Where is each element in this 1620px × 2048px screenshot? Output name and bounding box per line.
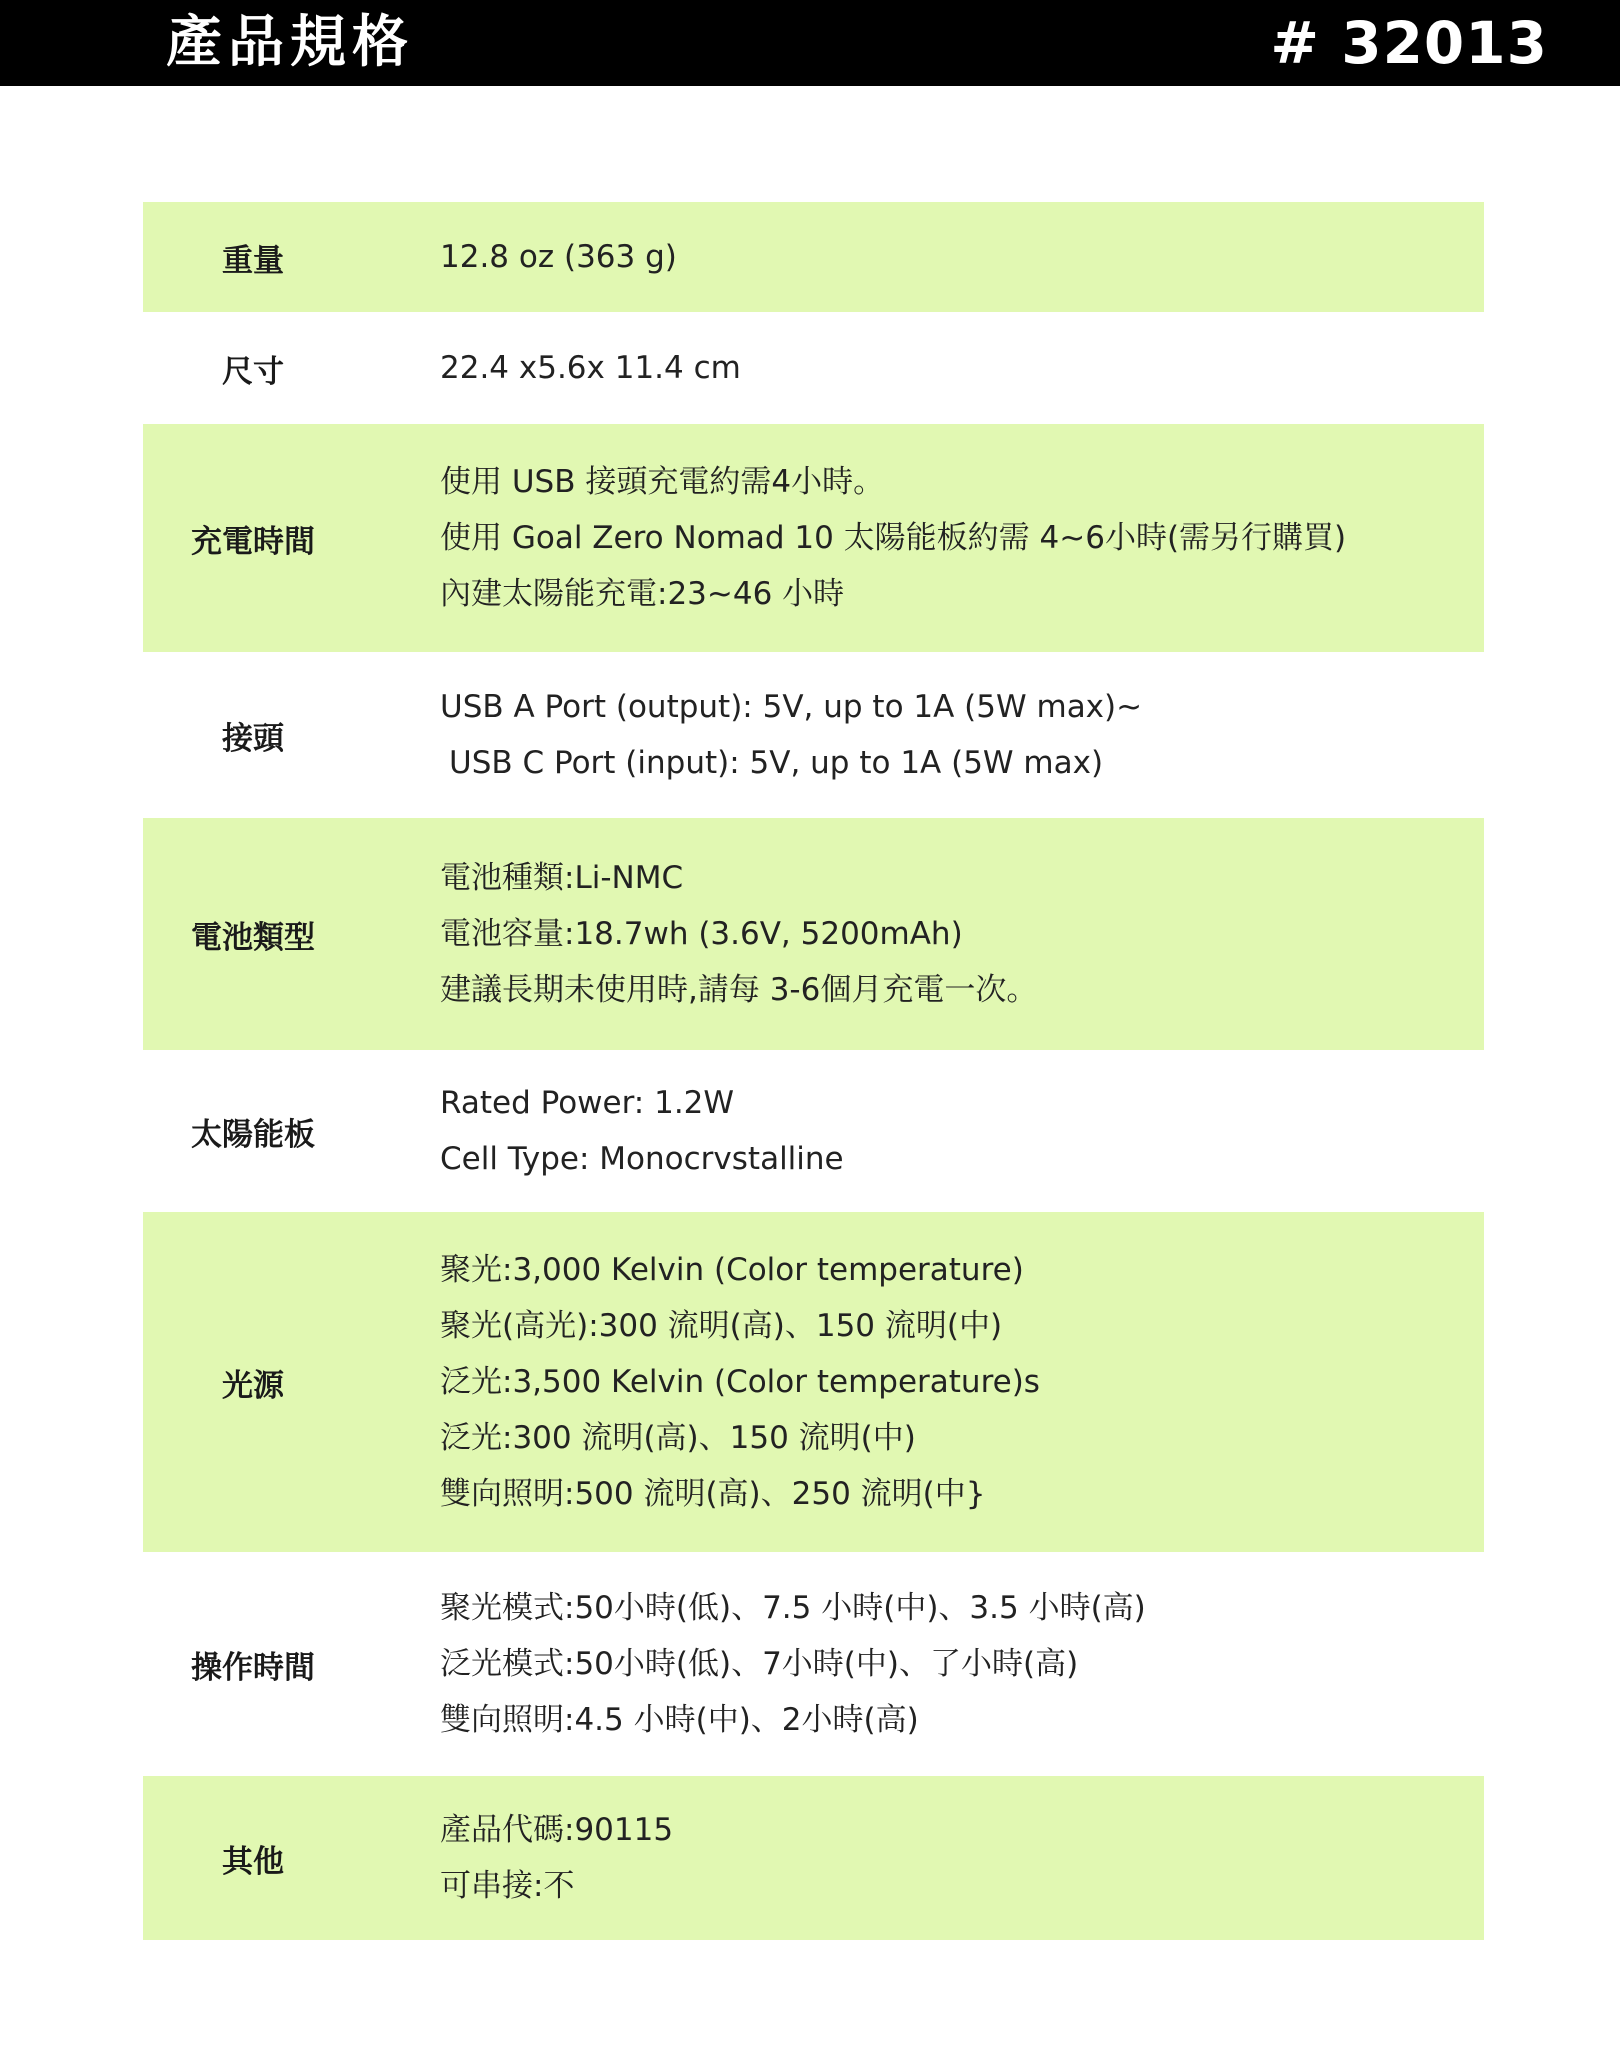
spec-row xyxy=(143,202,1484,312)
spec-values xyxy=(440,1802,673,1914)
spec-value-line: 聚光(高光):300 流明(高)、150 流明(中) xyxy=(440,1308,1003,1344)
spec-value-line: 內建太陽能充電:23~46 小時 xyxy=(440,576,845,612)
spec-row xyxy=(143,424,1484,652)
spec-values xyxy=(440,229,677,285)
spec-table xyxy=(143,202,1484,1940)
spec-label: 接頭 xyxy=(222,720,284,757)
spec-label: 光源 xyxy=(222,1367,284,1404)
spec-row xyxy=(143,1776,1484,1940)
spec-values xyxy=(440,454,1346,622)
spec-label: 尺寸 xyxy=(222,353,284,390)
product-code: # 32013 xyxy=(1270,9,1548,77)
spec-values xyxy=(440,1075,844,1187)
spec-value-line: 使用 Goal Zero Nomad 10 太陽能板約需 4~6小時(需另行購買) xyxy=(440,520,1347,556)
spec-value-line: 使用 USB 接頭充電約需4小時。 xyxy=(440,464,885,500)
spec-values xyxy=(440,340,741,396)
spec-row xyxy=(143,652,1484,818)
spec-row xyxy=(143,1050,1484,1212)
spec-value-line: 聚光:3,000 Kelvin (Color temperature) xyxy=(440,1252,1024,1288)
spec-row xyxy=(143,312,1484,424)
spec-value-line: 可串接:不 xyxy=(440,1868,575,1904)
spec-label: 充電時間 xyxy=(191,523,315,560)
spec-value-line: USB C Port (input): 5V, up to 1A (5W max) xyxy=(449,745,1104,781)
spec-label: 太陽能板 xyxy=(191,1116,315,1153)
spec-values xyxy=(440,679,1142,791)
page-title: 產品規格 xyxy=(166,10,414,75)
spec-value-line: 雙向照明:500 流明(高)、250 流明(中} xyxy=(440,1476,986,1512)
spec-value-line: Rated Power: 1.2W xyxy=(440,1085,735,1121)
spec-value-line: 建議長期未使用時,請每 3-6個月充電一次。 xyxy=(440,972,1038,1008)
header-bar xyxy=(0,0,1620,86)
spec-value-line: 電池容量:18.7wh (3.6V, 5200mAh) xyxy=(440,916,963,952)
spec-values xyxy=(440,1580,1146,1748)
spec-value-line: 泛光:300 流明(高)、150 流明(中) xyxy=(440,1420,916,1456)
spec-label: 重量 xyxy=(222,242,284,279)
spec-value-line: 22.4 x5.6x 11.4 cm xyxy=(440,350,741,386)
spec-row xyxy=(143,1212,1484,1552)
spec-label: 操作時間 xyxy=(191,1649,315,1686)
spec-label: 其他 xyxy=(222,1843,284,1880)
spec-value-line: USB A Port (output): 5V, up to 1A (5W max)~ xyxy=(440,689,1143,725)
spec-values xyxy=(440,1242,1040,1522)
spec-values xyxy=(440,850,1037,1018)
spec-label: 電池類型 xyxy=(191,919,315,956)
spec-row xyxy=(143,818,1484,1050)
spec-value-line: 泛光:3,500 Kelvin (Color temperature)s xyxy=(440,1364,1040,1400)
spec-value-line: 雙向照明:4.5 小時(中)、2小時(高) xyxy=(440,1702,919,1738)
spec-value-line: 電池種類:Li-NMC xyxy=(440,860,684,896)
spec-value-line: 產品代碼:90115 xyxy=(440,1812,674,1848)
spec-value-line: 泛光模式:50小時(低)、7小時(中)、了小時(高) xyxy=(440,1646,1079,1682)
spec-value-line: 聚光模式:50小時(低)、7.5 小時(中)、3.5 小時(高) xyxy=(440,1590,1146,1626)
spec-value-line: Cell Type: Monocrvstalline xyxy=(440,1141,844,1177)
spec-value-line: 12.8 oz (363 g) xyxy=(440,239,677,275)
spec-row xyxy=(143,1552,1484,1776)
